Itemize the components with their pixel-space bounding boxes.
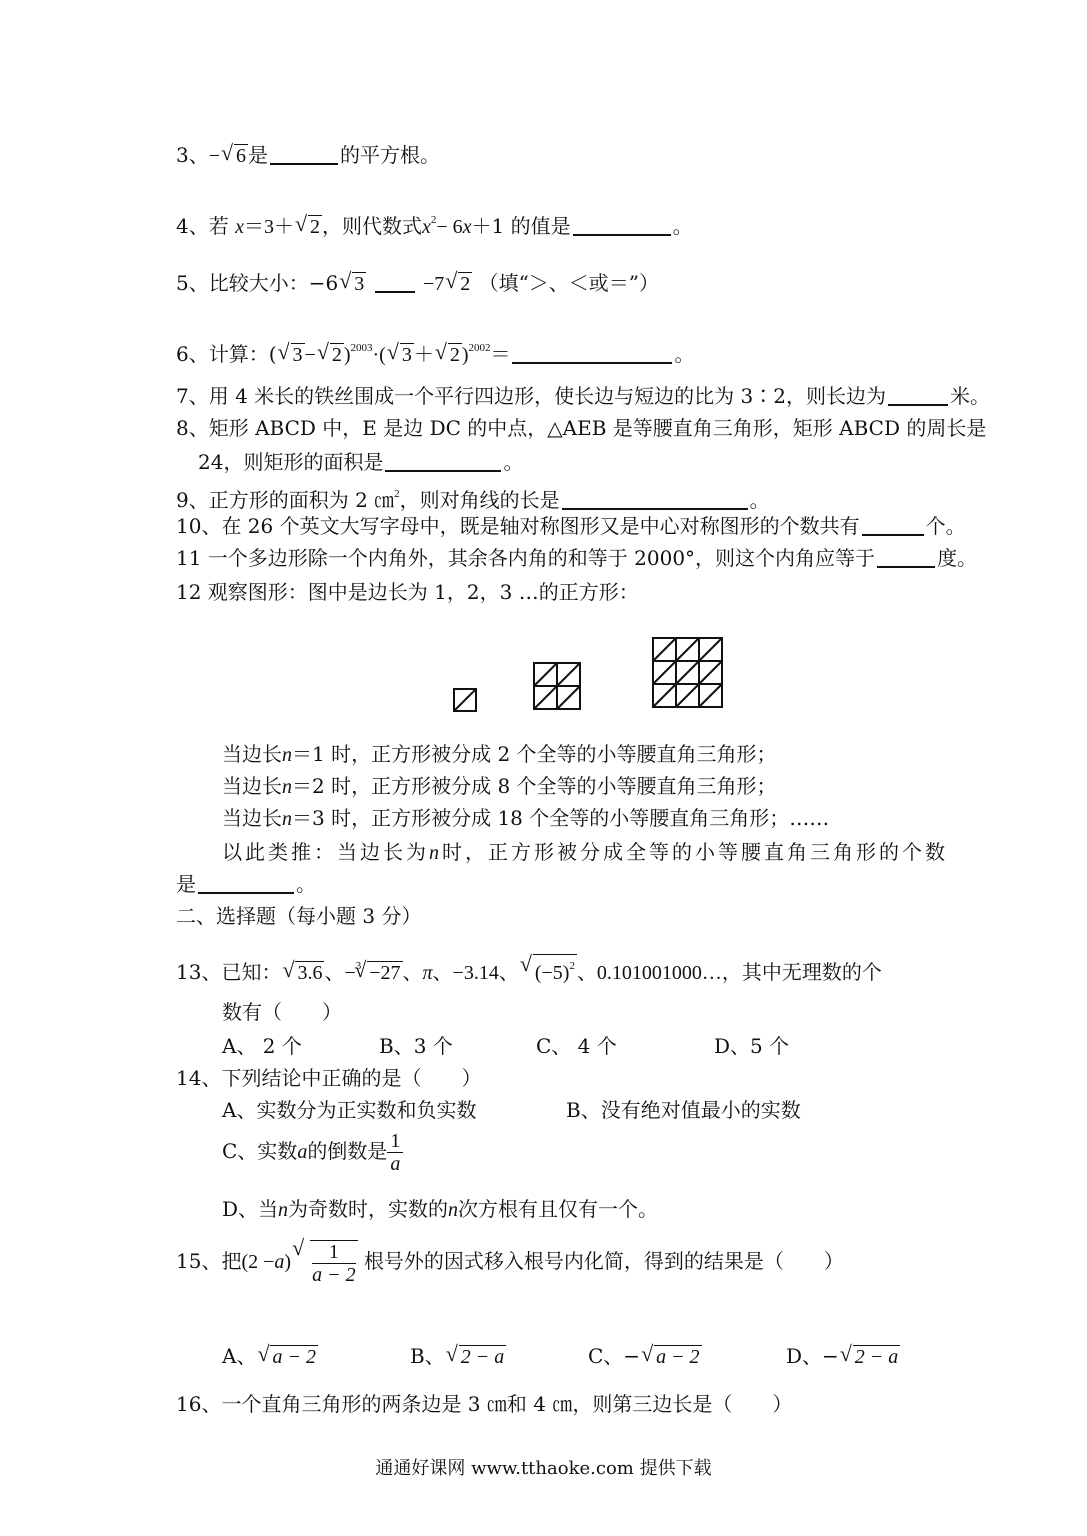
question-5: 5、比较大小：−6√ 3 −7√ 2 （填“＞、＜或＝”） (176, 270, 659, 297)
sqrt-symbol: √ $(-5)^2$ (520, 954, 577, 986)
question-6: 6、计算：(√ 3 −√ 2 )$^{2003}$·(√ 3 ＋√ 2 )$^{2002}$＝ 。 (176, 335, 694, 368)
square-n2 (534, 663, 580, 709)
option-b: B、没有绝对值最小的实数 (566, 1098, 801, 1122)
answer-blank (198, 874, 294, 894)
question-13: 13、已知：√ 3.6 、−$^3$√ −27 、π、−3.14、√ $(-5)^2$ 、0.101001000…，其中无理数的个 (176, 953, 882, 986)
sqrt-symbol: √ $\frac{1}{a - 2}$ (292, 1240, 358, 1286)
option-c: C、−√ a − 2 (588, 1343, 786, 1370)
answer-blank (877, 548, 935, 568)
sqrt-symbol: √ 6 (221, 143, 248, 169)
answer-blank (862, 516, 924, 536)
page-footer: 通通好课网 www.tthaoke.com 提供下载 (375, 1458, 712, 1479)
fraction: $\frac{1}{a}$ (387, 1130, 403, 1175)
question-9: 9、正方形的面积为 2 ㎝$^2$，则对角线的长是 。 (176, 488, 770, 512)
sqrt-symbol: √ 2 (295, 214, 322, 240)
question-12: 12 观察图形：图中是边长为 1，2，3 …的正方形： (176, 580, 639, 604)
sqrt-symbol: √ 3 (387, 342, 414, 368)
question-7: 7、用 4 米长的铁丝围成一个平行四边形，使长边与短边的比为 3∶2，则长边为 米。 (176, 384, 990, 408)
squares-figure (440, 630, 740, 716)
sqrt-symbol: √ 2 (435, 342, 462, 368)
question-16: 16、一个直角三角形的两条边是 3 ㎝和 4 ㎝，则第三边长是（ ） (176, 1392, 793, 1416)
option-a: A、√ a − 2 (222, 1343, 410, 1370)
question-3: 3、−√ 6 是 的平方根。 (176, 142, 440, 169)
option-a: A、实数分为正实数和负实数 (222, 1098, 477, 1122)
q12-line-2: 当边长n＝2 时，正方形被分成 8 个全等的小等腰直角三角形； (222, 774, 777, 798)
question-14: 14、下列结论中正确的是（ ） (176, 1066, 482, 1090)
question-4: 4、若 x＝3＋√ 2 ，则代数式$x^2- 6x+1$ 的值是 。 (176, 207, 693, 240)
cube-root-symbol: √ −27 (354, 960, 402, 986)
question-13-options (222, 1033, 789, 1059)
question-8-cont: 24，则矩形的面积是 。 (198, 450, 524, 474)
option-a: A、 2 个 (222, 1034, 302, 1058)
q12-line-4: 以此类推：当边长为n时，正方形被分成全等的小等腰直角三角形的个数 (222, 840, 948, 864)
option-d: D、−√ 2 − a (786, 1343, 900, 1370)
question-10: 10、在 26 个英文大写字母中，既是轴对称图形又是中心对称图形的个数共有 个。 (176, 514, 966, 538)
option-b: B、3 个 (379, 1034, 453, 1058)
question-13-cont: 数有（ ） (222, 1000, 342, 1024)
sqrt-symbol: √ 3 (278, 342, 305, 368)
question-14-c: C、实数a的倒数是 $\frac{1}{a}$ (222, 1130, 403, 1175)
sqrt-symbol: √ 2 − a (840, 1344, 901, 1370)
sqrt-symbol: √ a − 2 (641, 1344, 702, 1370)
option-b: B、√ 2 − a (410, 1343, 588, 1370)
q12-line-5: 是 。 (176, 872, 316, 896)
answer-blank (375, 273, 415, 293)
square-n3 (653, 638, 722, 707)
question-8: 8、矩形 ABCD 中，E 是边 DC 的中点，△AEB 是等腰直角三角形，矩形 ABCD 的周长是 (176, 416, 987, 440)
q12-line-1: 当边长n＝1 时，正方形被分成 2 个全等的小等腰直角三角形； (222, 742, 777, 766)
answer-blank (888, 386, 948, 406)
question-15: 15、把(2 −a) √ $\frac{1}{a - 2}$ 根号外的因式移入根号内化简，得到的结果是（ ） (176, 1240, 844, 1286)
question-14-ab (222, 1097, 801, 1123)
answer-blank (573, 216, 671, 236)
question-14-d: D、当n为奇数时，实数的n次方根有且仅有一个。 (222, 1197, 659, 1221)
answer-blank (562, 490, 748, 510)
question-15-options (222, 1343, 900, 1370)
sqrt-symbol: √ 2 − a (446, 1344, 507, 1370)
answer-blank (512, 344, 672, 364)
answer-blank (270, 145, 338, 165)
sqrt-symbol: √ 2 (317, 342, 344, 368)
option-c: C、 4 个 (536, 1034, 617, 1058)
sqrt-symbol: √ 2 (445, 271, 472, 297)
sqrt-symbol: √ a − 2 (257, 1344, 318, 1370)
section-heading: 二、选择题（每小题 3 分） (176, 904, 422, 928)
q12-line-3: 当边长n＝3 时，正方形被分成 18 个全等的小等腰直角三角形；…… (222, 806, 830, 830)
question-11: 11 一个多边形除一个内角外，其余各内角的和等于 2000°，则这个内角应等于 度。 (176, 546, 978, 570)
sqrt-symbol: √ 3 (339, 271, 366, 297)
sqrt-symbol: √ 3.6 (282, 960, 324, 986)
answer-blank (385, 452, 501, 472)
option-d: D、5 个 (714, 1034, 790, 1058)
square-n1 (454, 689, 476, 711)
